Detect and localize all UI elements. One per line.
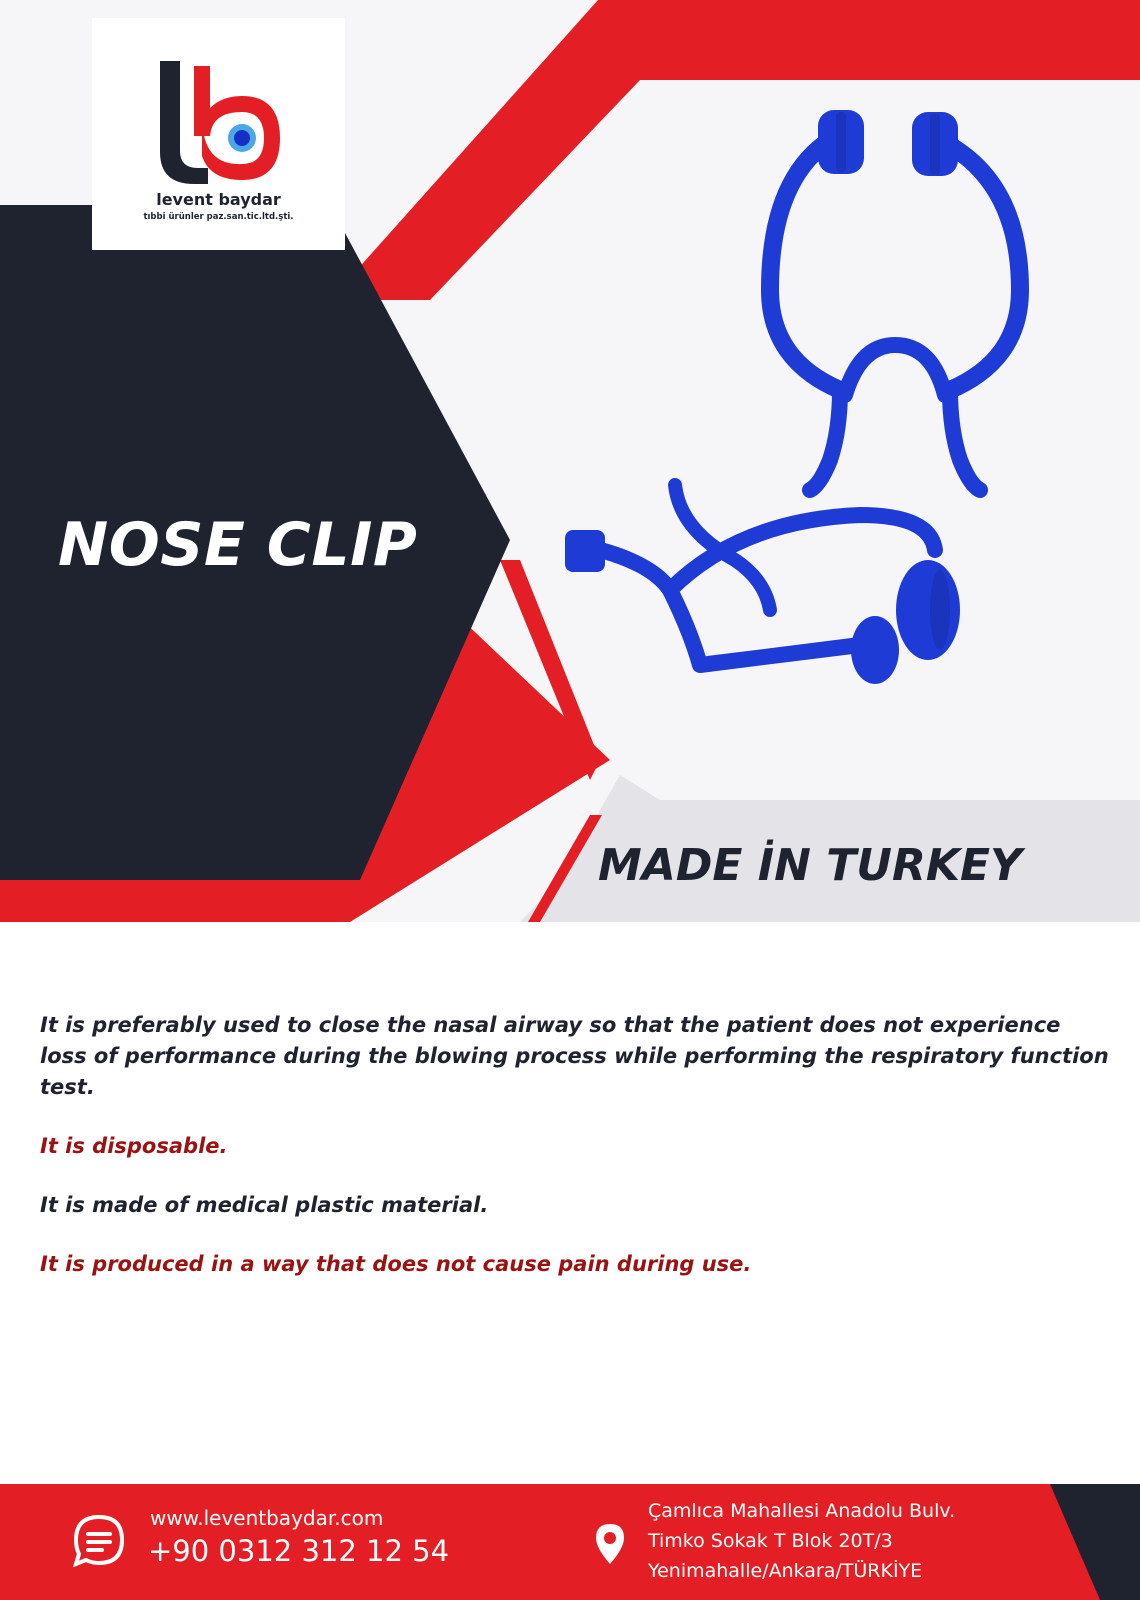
address-line-3: Yenimahalle/Ankara/TÜRKİYE <box>648 1560 923 1582</box>
description-comfort: It is produced in a way that does not cause pain during use. <box>40 1252 752 1276</box>
address-line-2: Timko Sokak T Blok 20T/3 <box>648 1530 893 1552</box>
product-description <box>40 1010 1110 1308</box>
brand-name: levent baydar <box>156 190 281 209</box>
brand-subtitle: tıbbi ürünler paz.san.tic.ltd.şti. <box>143 212 294 222</box>
phone-number[interactable]: +90 0312 312 12 54 <box>148 1534 450 1568</box>
description-disposable: It is disposable. <box>40 1134 228 1158</box>
nose-clip-product-image <box>540 90 1080 750</box>
location-pin-icon <box>594 1522 626 1566</box>
description-material: It is made of medical plastic material. <box>40 1193 489 1217</box>
brand-logo-mark <box>150 56 290 186</box>
origin-badge: MADE İN TURKEY <box>598 840 1022 891</box>
website-link[interactable]: www.leventbaydar.com <box>150 1506 384 1530</box>
chat-bubble-icon <box>70 1512 128 1570</box>
address-line-1: Çamlıca Mahallesi Anadolu Bulv. <box>648 1500 956 1522</box>
product-title: NOSE CLIP <box>58 510 418 580</box>
brand-logo <box>92 18 345 250</box>
contact-footer <box>0 1484 1140 1600</box>
postal-address <box>648 1496 1048 1586</box>
description-intro: It is preferably used to close the nasal airway so that the patient does not experience loss of performance during the blowing process while performing the respiratory function test. <box>40 1013 1109 1099</box>
